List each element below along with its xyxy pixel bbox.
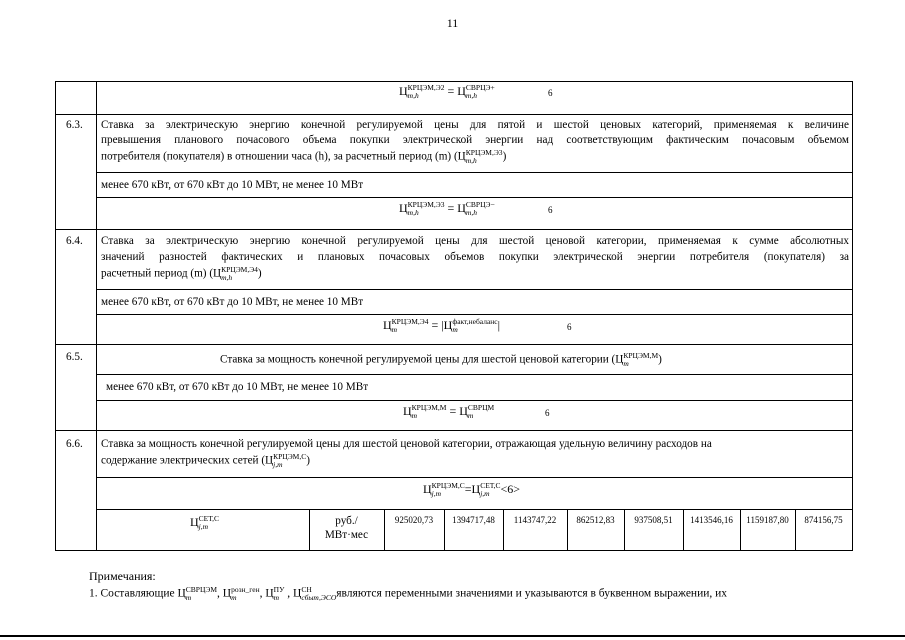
formula-e4: Ц КРЦЭМ,Э4 m = |Ц факт,небаланс m | [383, 317, 501, 335]
s64-categories: менее 670 кВт, от 670 кВт до 10 МВт, не менее 10 МВт [101, 296, 364, 308]
formula-code: 6 [548, 88, 553, 98]
page-bottom-edge [0, 635, 905, 637]
notes-title: Примечания: [89, 569, 156, 583]
value-cell: 874156,75 [804, 515, 843, 525]
formula-code: 6 [545, 408, 550, 418]
section-number-6-3: 6.3. [66, 119, 83, 131]
formula-e2: Ц КРЦЭМ,Э2 m,h = Ц СВРЦЭ+ m,h [399, 83, 495, 101]
formula-m: Ц КРЦЭМ,М m = Ц СВРЦМ m [403, 403, 495, 421]
value-cell: 862512,83 [576, 515, 615, 525]
s63-line2: превышения планового почасового объема покупки электрической энергии над соответствующим фактическим почасовым объемом [101, 134, 849, 146]
s63-line3: потребителя (покупателя) в отношении часа (h), за расчетный период (m) (Ц КРЦЭМ,Э3 m,h ) [101, 148, 507, 165]
s63-line1: Ставка за электрическую энергию конечной регулируемой цены для пятой и шестой ценовых категорий, применяемая к величине [101, 119, 849, 131]
s64-line1: Ставка за электрическую энергию конечной регулируемой цены для шестой ценовой категории, применяемая к сумме абсолютных [101, 235, 849, 247]
value-cell: 937508,51 [634, 515, 673, 525]
formula-e3: Ц КРЦЭМ,Э3 m,h = Ц СВРЦЭ− m,h [399, 200, 495, 218]
value-cell: 1413546,16 [690, 515, 733, 525]
formula-code: 6 [567, 322, 572, 332]
notes-item-1: 1. Составляющие Ц СВРЦЭМ m , Ц розн_ген m , Ц ПУ m , Ц СН сбыт,ЭСО являются переменными значениями и указываются в буквенном выражении, их [89, 585, 728, 602]
s65-line1: Ставка за мощность конечной регулируемой цены для шестой ценовой категории (Ц КРЦЭМ,М m ) [220, 351, 662, 368]
value-cell: 1143747,22 [513, 515, 557, 525]
section-number-6-4: 6.4. [66, 235, 83, 247]
s63-categories: менее 670 кВт, от 670 кВт до 10 МВт, не менее 10 МВт [101, 179, 364, 191]
value-cell: 925020,73 [394, 515, 434, 525]
formula-code: 6 [548, 205, 553, 215]
section-number-6-5: 6.5. [66, 351, 83, 363]
value-cell: 1159187,80 [746, 515, 789, 525]
s65-categories: менее 670 кВт, от 670 кВт до 10 МВт, не менее 10 МВт [106, 381, 369, 393]
section-number-6-6: 6.6. [66, 438, 83, 450]
unit-label: руб./ МВт·мес [324, 515, 369, 541]
formula-c: Ц КРЦЭМ,С j,m =Ц СЕТ,С j,m <6> [423, 481, 521, 499]
s66-line1: Ставка за мощность конечной регулируемой цены для шестой ценовой категории, отражающая удельную величину расходов на [101, 438, 712, 450]
value-cell: 1394717,48 [452, 515, 495, 525]
page-number: 11 [446, 16, 459, 30]
row-label: Ц СЕТ,С j,m [190, 514, 219, 532]
s64-line2: значений разностей фактических и плановых почасовых объемов покупки электрической энергии потребителя (покупателя) за [101, 251, 849, 263]
s66-line2: содержание электрических сетей (Ц КРЦЭМ,С j,m ) [101, 452, 310, 469]
s64-line3: расчетный период (m) (Ц КРЦЭМ,Э4 m,h ) [101, 265, 262, 282]
